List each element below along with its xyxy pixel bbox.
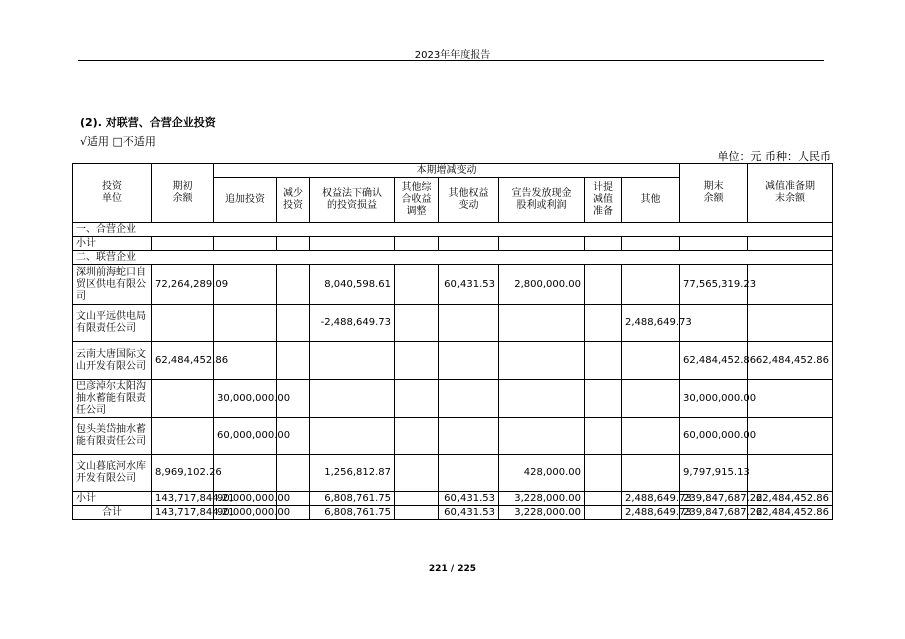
col-head-other: 其他 — [622, 178, 680, 223]
col-head-oci: 其他综 合收益 调整 — [395, 178, 439, 223]
unit-currency-line: 单位：元 币种：人民币 — [717, 150, 831, 163]
cell-equity — [310, 342, 395, 380]
subtotal-begin — [152, 237, 214, 251]
cell-other-equity — [439, 418, 499, 455]
cell-dividend — [499, 418, 585, 455]
table-row — [73, 342, 833, 380]
company-name: 包头美岱抽水蓄能有限责任公司 — [73, 418, 152, 455]
cell-impairment — [585, 455, 622, 492]
subtotal-add — [214, 237, 277, 251]
cell-oci — [395, 305, 439, 342]
cell-equity — [310, 418, 395, 455]
total-end: 239,847,687.22 — [680, 506, 748, 520]
cell-reduce — [277, 265, 310, 305]
col-head-impairment: 计提 减值 准备 — [585, 178, 622, 223]
cell-reduce — [277, 305, 310, 342]
total-impairment — [585, 506, 622, 520]
cell-end: 77,565,319.23 — [680, 265, 748, 305]
cell-begin: 62,484,452.86 — [152, 342, 214, 380]
cell-begin — [152, 305, 214, 342]
applicability-options: √适用 □不适用 — [80, 135, 156, 148]
col-head-equity: 权益法下确认 的投资损益 — [310, 178, 395, 223]
cell-equity: 1,256,812.87 — [310, 455, 395, 492]
total-other: 2,488,649.73 — [622, 506, 680, 520]
col-head-imp-end: 减值准备期 末余额 — [748, 164, 833, 223]
cell-imp-end — [748, 455, 833, 492]
cell-oci — [395, 455, 439, 492]
cell-other — [622, 418, 680, 455]
cell-add — [214, 305, 277, 342]
subtotal-row — [73, 492, 833, 506]
table-row — [73, 265, 833, 305]
cell-other: 2,488,649.73 — [622, 305, 680, 342]
subtotal-impairment — [585, 492, 622, 506]
cell-imp-end — [748, 265, 833, 305]
header-row-1 — [73, 164, 833, 178]
page-number: 221 / 225 — [428, 564, 477, 574]
cell-oci — [395, 265, 439, 305]
col-head-end: 期末 余额 — [680, 164, 748, 223]
cell-add: 30,000,000.00 — [214, 380, 277, 418]
subtotal-equity — [310, 237, 395, 251]
table-row — [73, 305, 833, 342]
subtotal-dividend: 3,228,000.00 — [499, 492, 585, 506]
cell-other — [622, 455, 680, 492]
cell-equity — [310, 380, 395, 418]
cell-impairment — [585, 265, 622, 305]
table-row — [73, 380, 833, 418]
company-name: 巴彦淖尔太阳沟抽水蓄能有限责任公司 — [73, 380, 152, 418]
section-label: 一、合营企业 — [73, 223, 833, 237]
cell-imp-end — [748, 305, 833, 342]
total-label: 合计 — [73, 506, 152, 520]
cell-reduce — [277, 455, 310, 492]
table-body — [73, 164, 833, 520]
cell-imp-end — [748, 380, 833, 418]
subtotal-equity: 6,808,761.75 — [310, 492, 395, 506]
total-dividend: 3,228,000.00 — [499, 506, 585, 520]
subtotal-other-equity — [439, 237, 499, 251]
total-other-equity: 60,431.53 — [439, 506, 499, 520]
cell-other — [622, 342, 680, 380]
total-begin: 143,717,844.21 — [152, 506, 214, 520]
cell-other-equity — [439, 342, 499, 380]
col-head-reduce: 减少 投资 — [277, 178, 310, 223]
col-head-other-equity: 其他权益 变动 — [439, 178, 499, 223]
subtotal-end: 239,847,687.22 — [680, 492, 748, 506]
table-row — [73, 455, 833, 492]
subtotal-impairment — [585, 237, 622, 251]
cell-imp-end — [748, 418, 833, 455]
cell-oci — [395, 418, 439, 455]
cell-dividend — [499, 342, 585, 380]
company-name: 深圳前海蛇口自贸区供电有限公司 — [73, 265, 152, 305]
company-name: 文山暮底河水库开发有限公司 — [73, 455, 152, 492]
subtotal-other: 2,488,649.73 — [622, 492, 680, 506]
cell-impairment — [585, 418, 622, 455]
subtotal-begin: 143,717,844.21 — [152, 492, 214, 506]
cell-equity: 8,040,598.61 — [310, 265, 395, 305]
cell-oci — [395, 342, 439, 380]
subtotal-label: 小计 — [73, 237, 152, 251]
cell-equity: -2,488,649.73 — [310, 305, 395, 342]
subtotal-oci — [395, 492, 439, 506]
total-row — [73, 506, 833, 520]
investment-table — [72, 163, 833, 520]
col-head-group: 本期增减变动 — [214, 164, 680, 178]
cell-impairment — [585, 342, 622, 380]
page-header: 2023年年度报告 — [414, 50, 491, 61]
cell-imp-end: 62,484,452.86 — [748, 342, 833, 380]
cell-end: 9,797,915.13 — [680, 455, 748, 492]
subtotal-dividend — [499, 237, 585, 251]
col-head-add: 追加投资 — [214, 178, 277, 223]
subtotal-imp-end: 62,484,452.86 — [748, 492, 833, 506]
cell-begin — [152, 380, 214, 418]
total-imp-end: 62,484,452.86 — [748, 506, 833, 520]
col-head-dividend: 宣告发放现金 股利或利润 — [499, 178, 585, 223]
cell-end: 62,484,452.86 — [680, 342, 748, 380]
company-name: 云南大唐国际文山开发有限公司 — [73, 342, 152, 380]
subtotal-end — [680, 237, 748, 251]
col-head-unit: 投资 单位 — [73, 164, 152, 223]
subtotal-imp-end — [748, 237, 833, 251]
cell-dividend: 2,800,000.00 — [499, 265, 585, 305]
cell-other-equity: 60,431.53 — [439, 265, 499, 305]
cell-begin — [152, 418, 214, 455]
cell-other — [622, 380, 680, 418]
subtotal-reduce — [277, 237, 310, 251]
cell-end: 30,000,000.00 — [680, 380, 748, 418]
total-oci — [395, 506, 439, 520]
cell-dividend: 428,000.00 — [499, 455, 585, 492]
subtotal-add: 90,000,000.00 — [214, 492, 277, 506]
section-title-row — [73, 251, 833, 265]
subtotal-row — [73, 237, 833, 251]
cell-other-equity — [439, 455, 499, 492]
subtotal-other — [622, 237, 680, 251]
cell-dividend — [499, 305, 585, 342]
total-add: 90,000,000.00 — [214, 506, 277, 520]
subtotal-other-equity: 60,431.53 — [439, 492, 499, 506]
cell-impairment — [585, 380, 622, 418]
cell-reduce — [277, 342, 310, 380]
cell-dividend — [499, 380, 585, 418]
cell-other-equity — [439, 305, 499, 342]
cell-oci — [395, 380, 439, 418]
subtotal-label: 小计 — [73, 492, 152, 506]
section-title-row — [73, 223, 833, 237]
total-equity: 6,808,761.75 — [310, 506, 395, 520]
subtotal-oci — [395, 237, 439, 251]
cell-other — [622, 265, 680, 305]
section-label: 二、联营企业 — [73, 251, 833, 265]
cell-begin: 8,969,102.26 — [152, 455, 214, 492]
cell-end: 60,000,000.00 — [680, 418, 748, 455]
section-title: (2). 对联营、合营企业投资 — [80, 116, 216, 129]
col-head-begin: 期初 余额 — [152, 164, 214, 223]
cell-add — [214, 455, 277, 492]
cell-impairment — [585, 305, 622, 342]
table-row — [73, 418, 833, 455]
cell-begin: 72,264,289.09 — [152, 265, 214, 305]
cell-add: 60,000,000.00 — [214, 418, 277, 455]
cell-other-equity — [439, 380, 499, 418]
header-rule — [78, 60, 824, 61]
company-name: 文山平远供电局有限责任公司 — [73, 305, 152, 342]
